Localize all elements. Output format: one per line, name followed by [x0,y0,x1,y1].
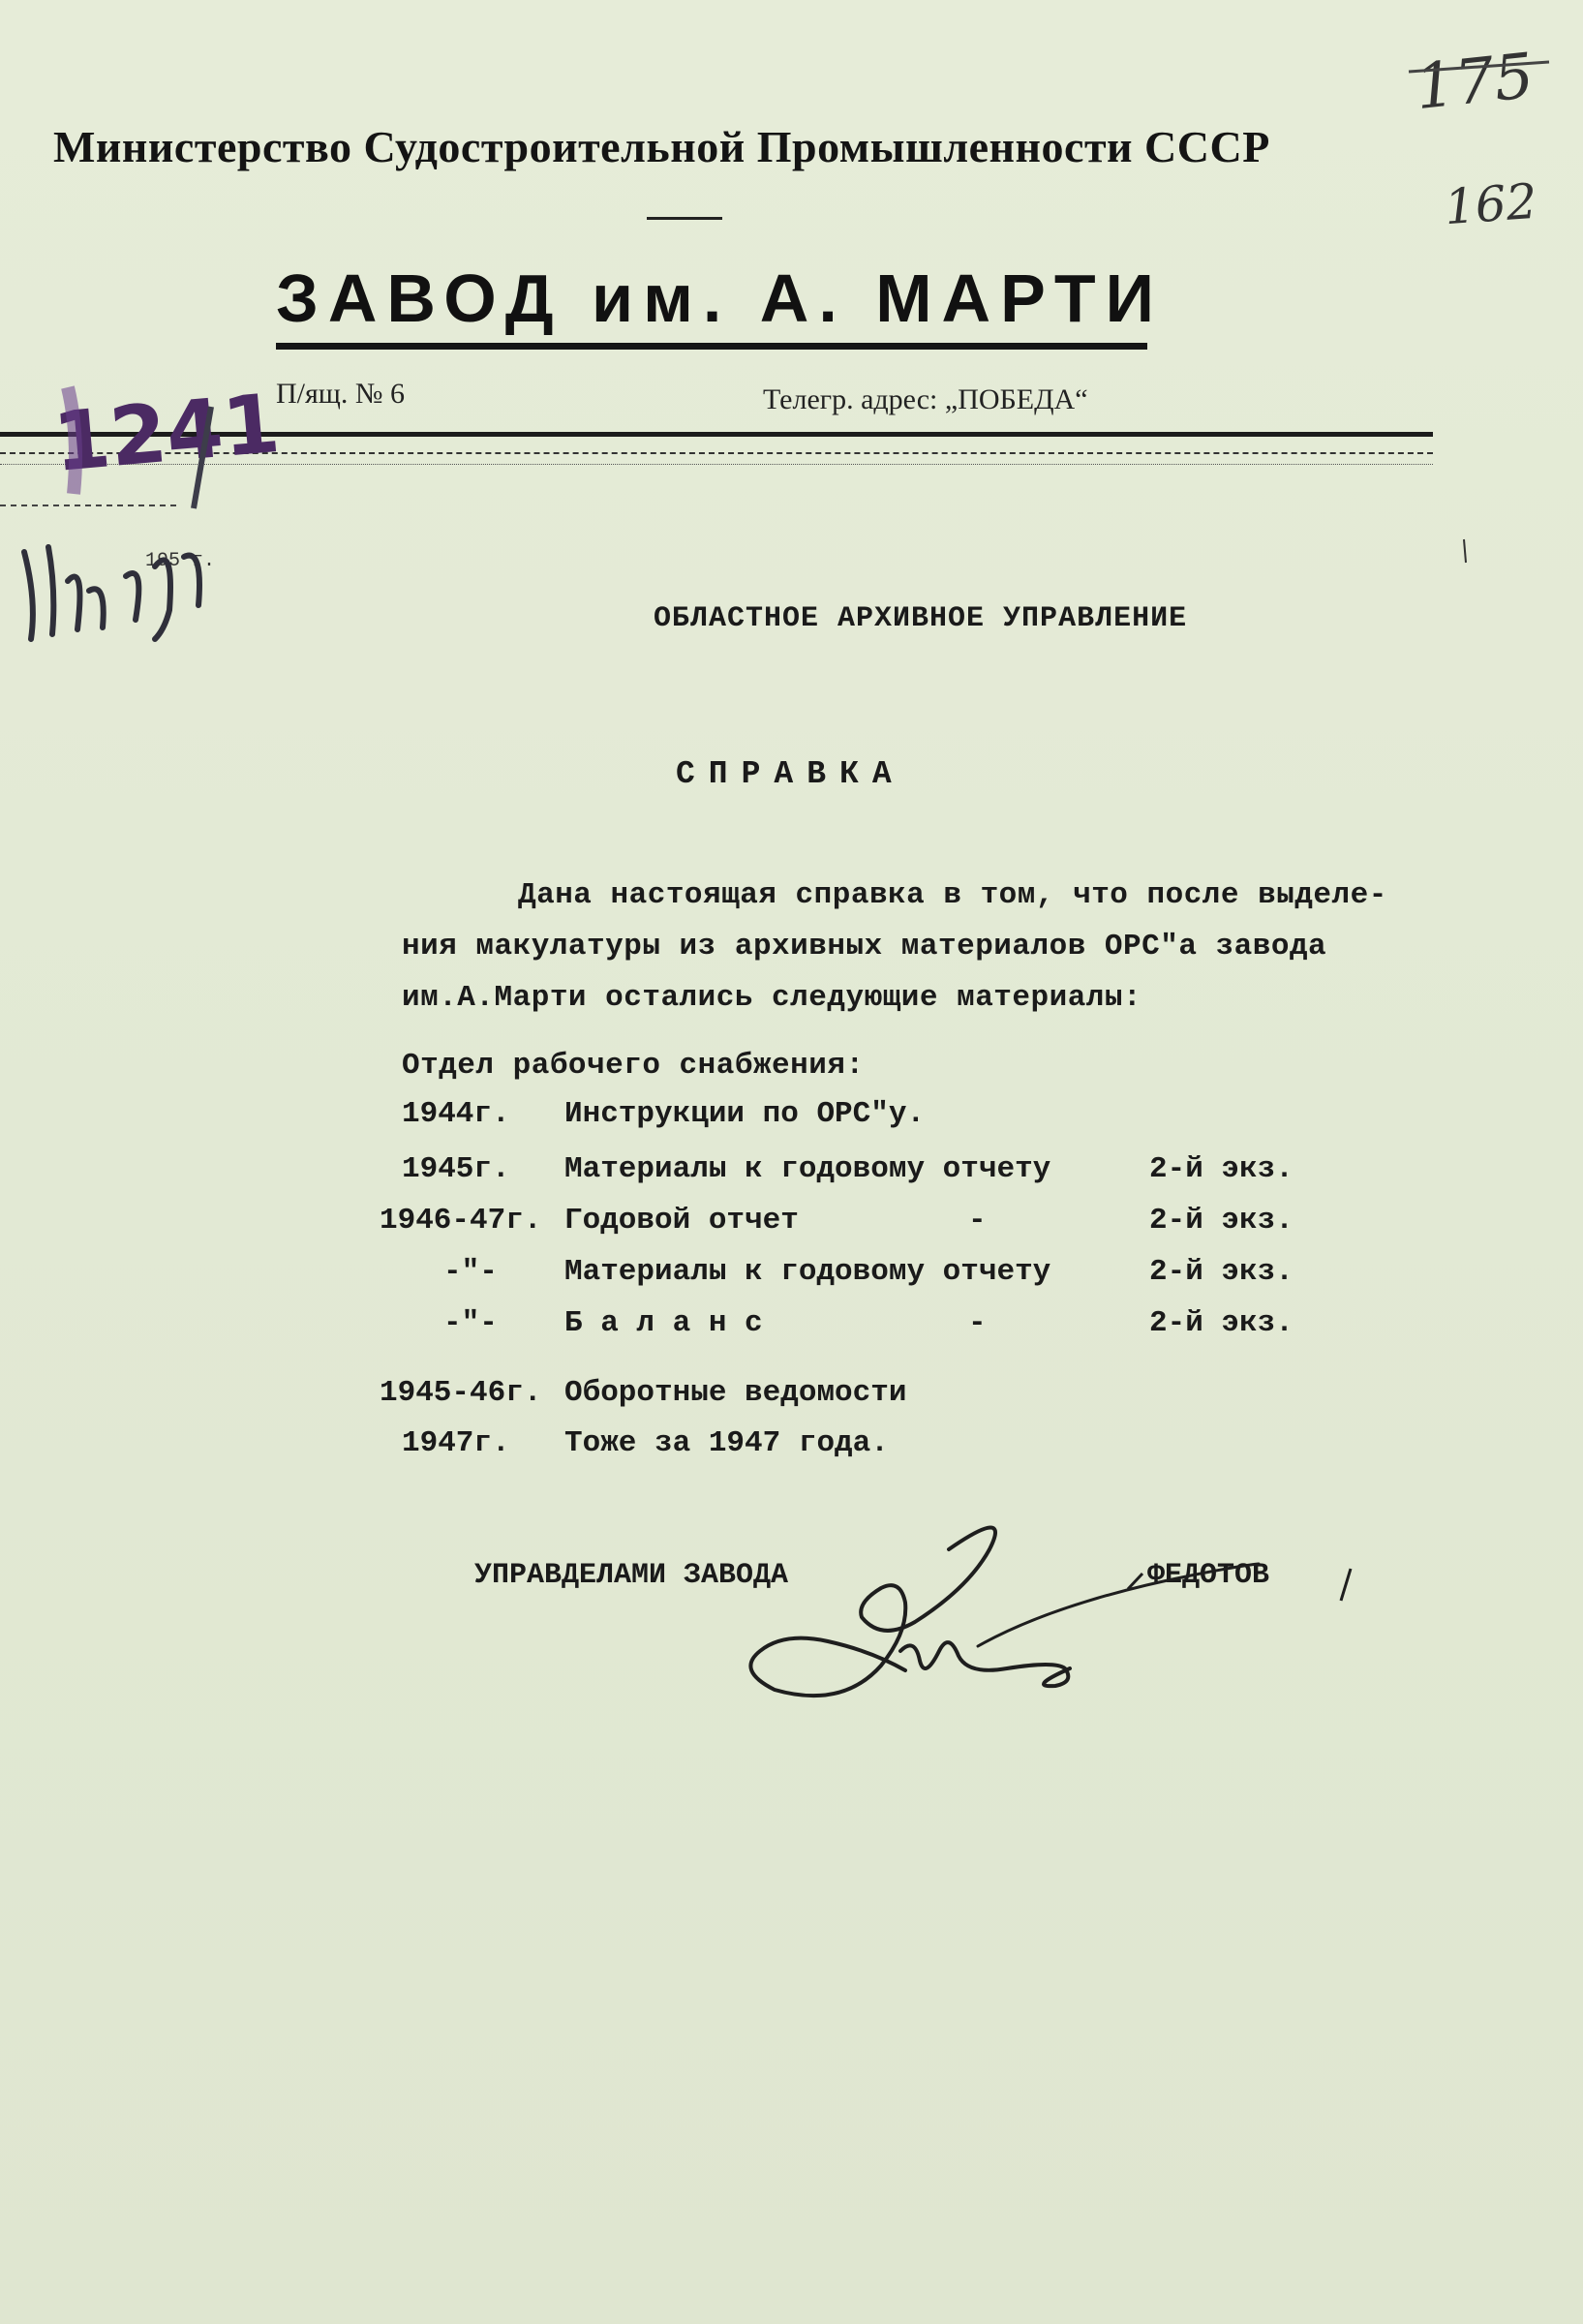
list-item-text: Б а л а н с [564,1306,763,1340]
body-line-2: ния макулатуры из архивных материалов ОРС"а завода [402,930,1327,963]
strike-mark [1404,58,1559,77]
list-item-text: Инструкции по ОРС"у. [564,1097,926,1131]
list-item-year: 1944г. [402,1097,510,1131]
list-item-text: Тоже за 1947 года. [564,1426,889,1460]
factory-name: ЗАВОД им. А. МАРТИ [276,260,1164,336]
signatory-role: УПРАВДЕЛАМИ ЗАВОДА [474,1559,789,1592]
registration-number: 1241 [49,375,284,491]
po-box: П/ящ. № 6 [276,378,406,410]
department-heading: Отдел рабочего снабжения: [402,1049,865,1083]
registration-year: 195 г. [145,550,216,572]
telegraph-address: Телегр. адрес: „ПОБЕДА“ [763,383,1088,415]
factory-underline [276,343,1147,350]
margin-mark [1454,537,1474,566]
ornament-divider [647,217,722,220]
list-item-copy: 2-й экз. [1149,1255,1294,1289]
list-item-copy: 2-й экз. [1149,1306,1294,1340]
list-item-dash: - [968,1204,987,1238]
list-item-dash: - [968,1306,987,1340]
list-item-year: 1945-46г. [380,1376,542,1410]
archive-number-top: 175 [1412,40,1537,125]
dashed-guide [0,496,184,515]
list-item-copy: 2-й экз. [1149,1204,1294,1238]
list-item-text: Оборотные ведомости [564,1376,907,1410]
list-item-text: Годовой отчет [564,1204,799,1238]
list-item-copy: 2-й экз. [1149,1152,1294,1186]
list-item-text: Материалы к годовому отчету [564,1152,1051,1186]
ministry-heading: Министерство Судостроительной Промышленности СССР [53,122,1270,171]
handwritten-date [10,523,237,649]
list-item-year: -"- [443,1255,498,1289]
archive-number-bottom: 162 [1443,172,1539,236]
list-item-year: 1947г. [402,1426,510,1460]
list-item-year: 1946-47г. [380,1204,542,1238]
signatory-name: ФЕДОТОВ [1147,1559,1270,1592]
handwritten-signature [736,1496,1394,1719]
body-line-1: Дана настоящая справка в том, что после выделе- [518,878,1387,912]
list-item-year: 1945г. [402,1152,510,1186]
recipient: ОБЛАСТНОЕ АРХИВНОЕ УПРАВЛЕНИЕ [654,602,1188,635]
document-title: СПРАВКА [676,756,905,792]
body-line-3: им.А.Марти остались следующие материалы: [402,981,1142,1015]
list-item-year: -"- [443,1306,498,1340]
list-item-text: Материалы к годовому отчету [564,1255,1051,1289]
